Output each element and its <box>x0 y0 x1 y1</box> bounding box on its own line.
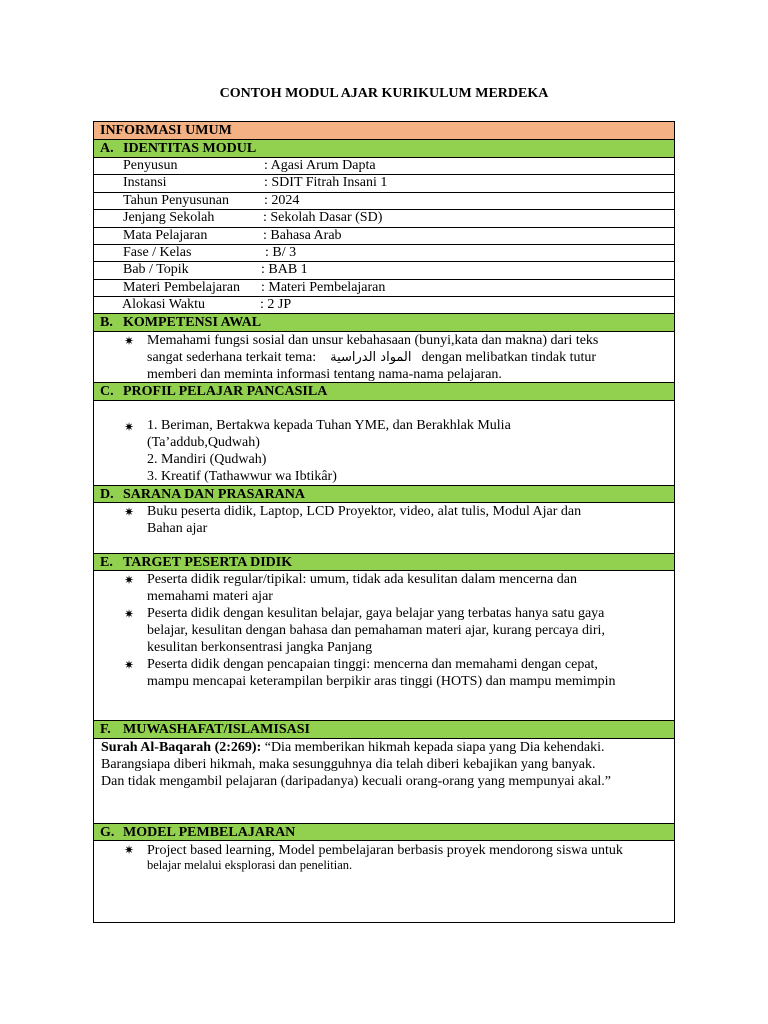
identitas-row <box>94 261 674 279</box>
target-line: Peserta didik dengan pencapaian tinggi: mencerna dan memahami dengan cepat, <box>147 657 598 672</box>
identitas-value: : Sekolah Dasar (SD) <box>263 210 383 225</box>
bullet-icon: ✷ <box>124 658 135 672</box>
target-line: mampu mencapai keterampilan berpikir aras tinggi (HOTS) dan mampu memimpin <box>147 674 616 689</box>
model-line <box>147 842 623 859</box>
identitas-row <box>94 192 674 209</box>
section-letter: B. <box>100 315 113 330</box>
identitas-value: : Bahasa Arab <box>263 228 342 243</box>
identitas-label: Tahun Penyusunan <box>123 193 229 208</box>
identitas-value: : 2 JP <box>260 297 292 312</box>
bullet-icon: ✷ <box>124 334 135 348</box>
section-b-header <box>94 313 674 331</box>
section-f-header <box>94 720 674 738</box>
identitas-value: : Agasi Arum Dapta <box>264 158 376 173</box>
identitas-label: Bab / Topik <box>123 262 189 277</box>
identitas-row <box>94 279 674 296</box>
kompetensi-line: Memahami fungsi sosial dan unsur kebahasaan (bunyi,kata dan makna) dari teks <box>147 333 599 348</box>
section-letter: A. <box>100 141 114 156</box>
bullet-icon: ✷ <box>124 607 135 621</box>
identitas-label: Instansi <box>123 175 167 190</box>
section-letter: D. <box>100 487 114 502</box>
section-title: KOMPETENSI AWAL <box>123 315 262 330</box>
verse-reference: Surah Al-Baqarah (2:269): <box>101 740 262 755</box>
muwashafat-line <box>101 739 666 756</box>
profil-line: (Ta’addub,Qudwah) <box>147 435 260 450</box>
section-letter: C. <box>100 384 114 399</box>
module-table <box>93 121 675 923</box>
identitas-value: : B/ 3 <box>265 245 297 260</box>
section-letter: E. <box>100 555 113 570</box>
section-title: MUWASHAFAT/ISLAMISASI <box>123 722 310 737</box>
kompetensi-text: dengan melibatkan tindak tutur <box>421 350 597 365</box>
profil-line: 2. Mandiri (Qudwah) <box>147 452 267 467</box>
muwashafat-line: Dan tidak mengambil pelajaran (daripadanya) kecuali orang-orang yang mempunyai akal.” <box>101 774 612 789</box>
section-title: MODEL PEMBELAJARAN <box>123 825 296 840</box>
profil-content <box>94 400 674 485</box>
target-line: Peserta didik regular/tipikal: umum, tidak ada kesulitan dalam mencerna dan <box>147 572 577 587</box>
section-letter: G. <box>100 825 115 840</box>
target-content <box>94 570 674 720</box>
kompetensi-text: sangat sederhana terkait tema: <box>147 350 317 365</box>
identitas-row <box>94 157 674 174</box>
document-title: CONTOH MODUL AJAR KURIKULUM MERDEKA <box>219 86 549 101</box>
section-letter: F. <box>100 722 111 737</box>
identitas-row <box>94 227 674 244</box>
identitas-label: Alokasi Waktu <box>122 297 205 312</box>
identitas-value: : BAB 1 <box>261 262 308 277</box>
identitas-value: : Materi Pembelajaran <box>261 280 386 295</box>
section-title: TARGET PESERTA DIDIK <box>123 555 293 570</box>
bullet-icon: ✷ <box>124 843 135 857</box>
model-line: belajar melalui eksplorasi dan penelitian. <box>147 858 353 872</box>
target-line: belajar, kesulitan dengan bahasa dan pemahaman materi ajar, kurang percaya diri, <box>147 623 605 638</box>
identitas-label: Materi Pembelajaran <box>123 280 241 295</box>
section-title: SARANA DAN PRASARANA <box>123 487 306 502</box>
section-title: PROFIL PELAJAR PANCASILA <box>123 384 328 399</box>
bullet-icon: ✷ <box>124 573 135 587</box>
kompetensi-line: memberi dan meminta informasi tentang nama-nama pelajaran. <box>147 367 502 382</box>
identitas-row <box>94 209 674 227</box>
identitas-row <box>94 174 674 192</box>
section-e-header <box>94 553 674 570</box>
kompetensi-line <box>147 349 596 366</box>
section-a-header <box>94 139 674 157</box>
kompetensi-content <box>94 331 674 382</box>
arabic-theme: المواد الدراسية <box>330 350 412 365</box>
muwashafat-content <box>94 738 674 823</box>
identitas-label: Mata Pelajaran <box>123 228 208 243</box>
profil-line: 1. Beriman, Bertakwa kepada Tuhan YME, dan Berakhlak Mulia <box>147 418 511 433</box>
section-g-header <box>94 823 674 840</box>
sarana-line: Buku peserta didik, Laptop, LCD Proyektor, video, alat tulis, Modul Ajar dan <box>147 504 582 519</box>
bullet-icon: ✷ <box>124 505 135 519</box>
model-content <box>94 840 674 922</box>
sarana-content <box>94 502 674 553</box>
bullet-icon: ✷ <box>124 420 135 434</box>
identitas-value: : SDIT Fitrah Insani 1 <box>264 175 388 190</box>
sarana-line: Bahan ajar <box>147 521 208 536</box>
identitas-row <box>94 244 674 261</box>
identitas-label: Penyusun <box>123 158 178 173</box>
model-text: Project based learning, Model pembelajaran berbasis proyek mendorong siswa untuk <box>147 843 623 858</box>
identitas-row <box>94 296 674 313</box>
identitas-label: Fase / Kelas <box>123 245 192 260</box>
section-title: IDENTITAS MODUL <box>123 141 257 156</box>
profil-line: 3. Kreatif (Tathawwur wa Ibtikâr) <box>147 469 337 484</box>
muwashafat-line: Barangsiapa diberi hikmah, maka sesungguhnya dia telah diberi kebajikan yang banyak. <box>101 757 596 772</box>
identitas-value: : 2024 <box>264 193 300 208</box>
target-line: Peserta didik dengan kesulitan belajar, gaya belajar yang terbatas hanya satu gaya <box>147 606 605 621</box>
section-d-header <box>94 485 674 502</box>
informasi-umum-header: INFORMASI UMUM <box>94 122 674 139</box>
target-line: kesulitan berkonsentrasi jangka Panjang <box>147 640 373 655</box>
identitas-label: Jenjang Sekolah <box>123 210 215 225</box>
verse-text: “Dia memberikan hikmah kepada siapa yang Dia kehendaki. <box>261 740 605 755</box>
section-c-header <box>94 382 674 400</box>
target-line: memahami materi ajar <box>147 589 273 604</box>
